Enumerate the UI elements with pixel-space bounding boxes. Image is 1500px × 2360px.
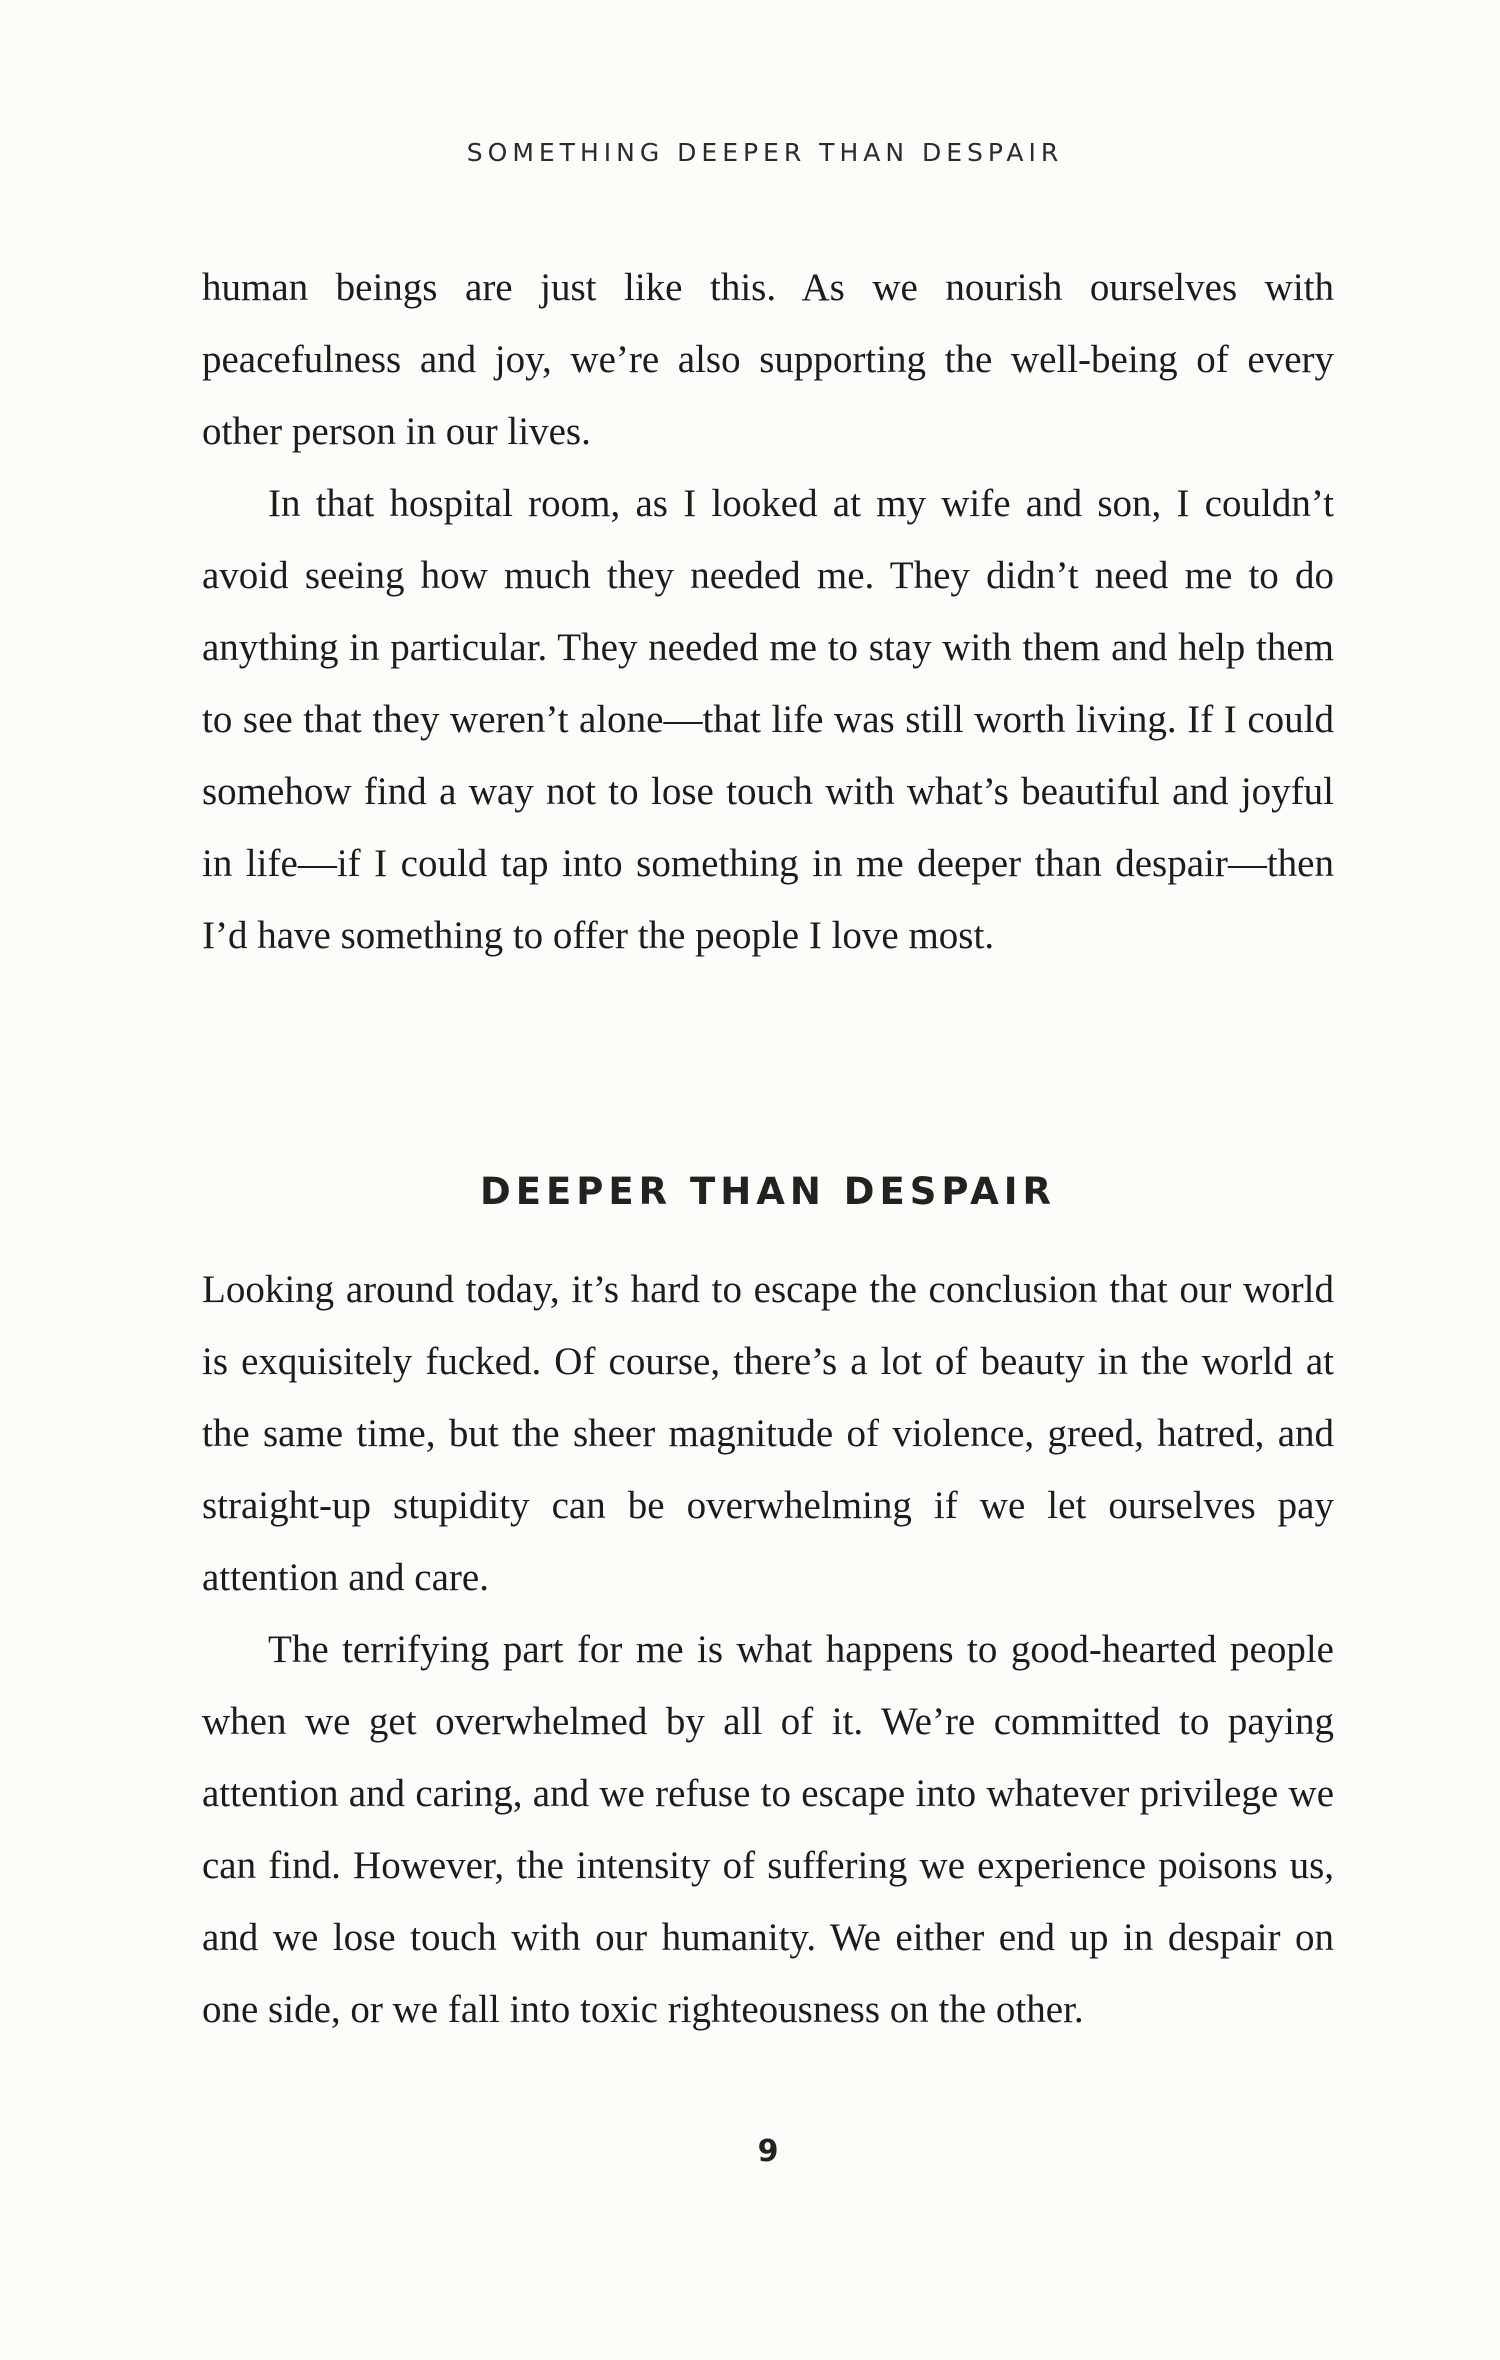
paragraph-continued: human beings are just like this. As we nourish ourselves with peacefulness and joy, we’re also supporting the well-being of every other person in our lives. xyxy=(202,266,1334,453)
section-heading: DEEPER THAN DESPAIR xyxy=(480,1170,1056,1213)
paragraph-terrifying-part: The terrifying part for me is what happens to good-hearted people when we get overwhelmed by all of it. We’re committed to paying attention and caring, and we refuse to escape into whatever privilege we can find. However, the intensity of suffering we experience poisons us, and we lose touch with our humanity. We either end up in despair on one side, or we fall into toxic righteousness on the other. xyxy=(202,1628,1334,2031)
page-number: 9 xyxy=(757,2134,779,2169)
body-text-section-2 xyxy=(202,1254,1334,2046)
running-head: SOMETHING DEEPER THAN DESPAIR xyxy=(466,138,1064,167)
paragraph-hospital-room: In that hospital room, as I looked at my wife and son, I couldn’t avoid seeing how much they needed me. They didn’t need me to do anything in particular. They needed me to stay with them and help them to see that they weren’t alone—that life was still worth living. If I could somehow find a way not to lose touch with what’s beautiful and joyful in life—if I could tap into something in me deeper than despair—then I’d have something to offer the people I love most. xyxy=(202,482,1334,957)
paragraph-looking-around: Looking around today, it’s hard to escape the conclusion that our world is exquisitely fucked. Of course, there’s a lot of beauty in the world at the same time, but the sheer magnitude of violence, greed, hatred, and straight-up stupidity can be overwhelming if we let ourselves pay attention and care. xyxy=(202,1268,1334,1599)
body-text-section-1 xyxy=(202,252,1334,972)
